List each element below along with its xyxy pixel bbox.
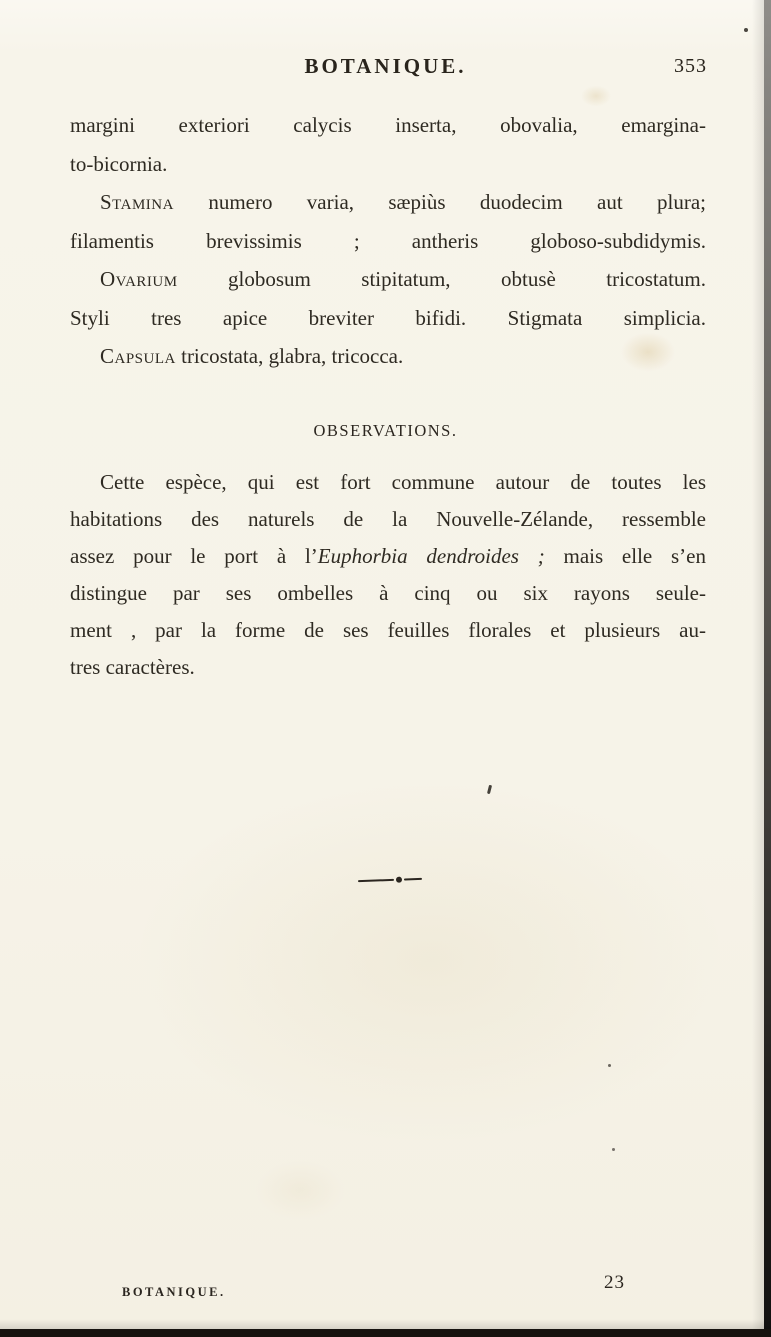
text-line: [70, 649, 706, 686]
ink-speck: [744, 28, 748, 32]
text-line: [70, 145, 706, 184]
text-line: [70, 337, 706, 376]
text-segment: habitations des naturels de la Nouvelle-Zélande, ressemble: [70, 507, 706, 531]
text-segment: Cette espèce, qui est fort commune autour de toutes les: [100, 470, 706, 494]
text-segment: globosum stipitatum, obtusè tricostatum.: [177, 267, 706, 291]
text-segment: Capsula: [100, 344, 176, 368]
observations-paragraph-block: [70, 464, 706, 686]
section-divider-ornament: [358, 876, 422, 884]
text-segment: tricostata, glabra, tricocca.: [175, 344, 404, 368]
latin-description-block: [70, 106, 706, 376]
footer-sheet-number: 23: [604, 1272, 625, 1293]
text-line: [70, 538, 706, 575]
text-line: [70, 260, 706, 299]
running-title: BOTANIQUE.: [304, 54, 467, 78]
text-line: [70, 106, 706, 145]
text-segment: distingue par ses ombelles à cinq ou six rayons seule-: [70, 581, 706, 605]
text-segment: Ovarium: [100, 267, 178, 291]
text-line: [70, 299, 706, 338]
text-segment: assez pour le port à l’: [70, 544, 318, 568]
ornament-dot-icon: [396, 877, 402, 883]
text-segment: to-bicornia.: [70, 151, 168, 176]
ornament-line-right-icon: [404, 878, 422, 881]
text-segment: numero varia, sæpiùs duodecim aut plura;: [173, 190, 706, 214]
text-line: [70, 464, 706, 501]
observations-heading: OBSERVATIONS.: [313, 421, 458, 440]
text-segment: tres caractères.: [70, 655, 195, 679]
page-number: 353: [674, 55, 707, 77]
text-segment: Stamina: [100, 190, 174, 214]
text-segment: mais elle s’en: [544, 544, 706, 568]
page-edge-shadow: [752, 0, 764, 1337]
text-segment: Euphorbia dendroides ;: [317, 544, 545, 568]
footer-signature: BOTANIQUE.: [122, 1285, 226, 1299]
text-line: [70, 183, 706, 222]
text-segment: margini exteriori calycis inserta, obovalia, emargina-: [70, 113, 706, 137]
text-segment: ment , par la forme de ses feuilles florales et plusieurs au-: [70, 618, 706, 642]
page-edge-shadow: [0, 1319, 771, 1329]
text-line: [70, 612, 706, 649]
scan-edge-bottom: [0, 1329, 771, 1337]
text-line: [70, 575, 706, 612]
text-segment: Styli tres apice breviter bifidi. Stigmata simplicia.: [70, 305, 706, 330]
stray-mark: [487, 785, 492, 794]
text-line: [70, 222, 706, 261]
text-line: [70, 501, 706, 538]
scan-edge-right: [764, 0, 771, 1337]
text-segment: filamentis brevissimis ; antheris globoso-subdidymis.: [70, 228, 706, 253]
ornament-line-left-icon: [358, 879, 394, 883]
ink-speck: [612, 1148, 615, 1151]
ink-speck: [608, 1064, 611, 1067]
